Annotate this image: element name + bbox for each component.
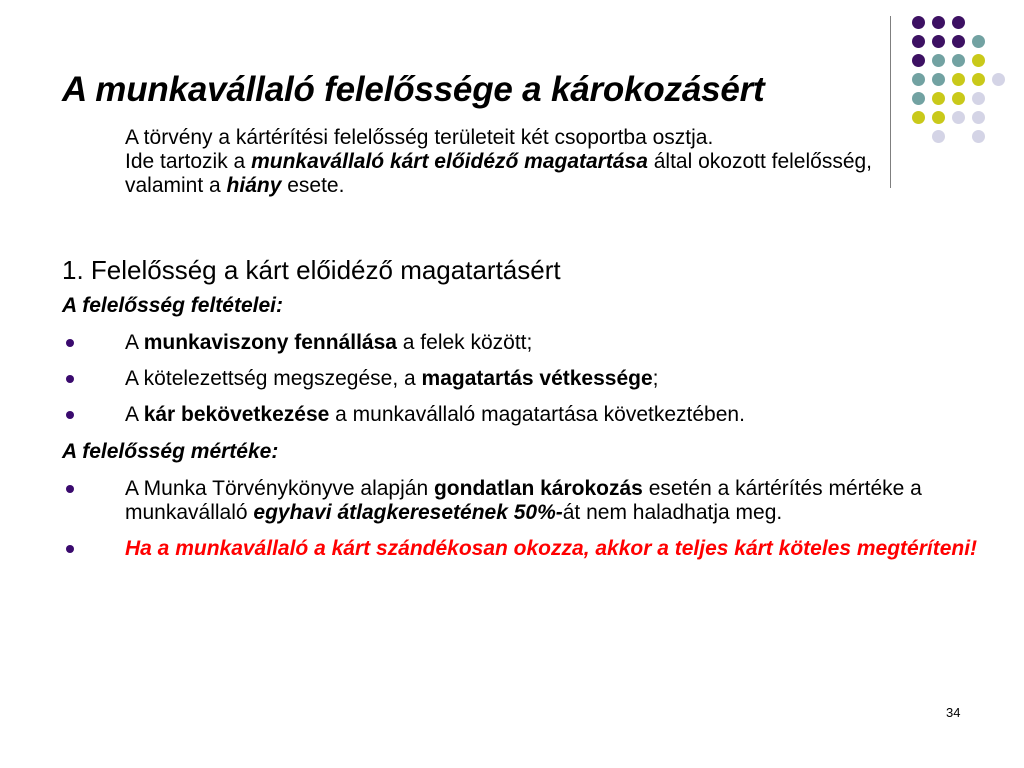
deco-dot	[912, 73, 925, 86]
bullet-dot	[66, 339, 74, 347]
deco-dot	[952, 111, 965, 124]
deco-dot	[932, 16, 945, 29]
intro-line-1: A törvény a kártérítési felelősség területeit két csoportba osztja.	[125, 126, 714, 149]
list-item-text: a munkavállaló magatartása következtében.	[329, 403, 745, 426]
section-heading: 1. Felelősség a kárt előidéző magatartásért	[62, 255, 561, 285]
list-item-text: A	[125, 331, 144, 354]
measure-label: A felelősség mértéke:	[62, 440, 279, 463]
deco-dot	[932, 35, 945, 48]
intro-text	[125, 126, 895, 198]
bullet-dot	[66, 411, 74, 419]
deco-dot	[972, 73, 985, 86]
list-item	[62, 367, 982, 391]
deco-dot	[912, 92, 925, 105]
list-item-text: A	[125, 403, 144, 426]
bullet-dot	[66, 375, 74, 383]
bullet-dot	[66, 485, 74, 493]
deco-dot	[932, 73, 945, 86]
deco-dot	[992, 73, 1005, 86]
slide-title: A munkavállaló felelőssége a károkozásért	[62, 70, 765, 109]
deco-dot	[932, 92, 945, 105]
list-item-text: Ha a munkavállaló a kárt szándékosan okozza, akkor a teljes kárt köteles megtéríteni!	[125, 537, 978, 560]
deco-dot	[912, 16, 925, 29]
list-item	[62, 331, 982, 355]
page-number: 34	[946, 705, 961, 720]
intro-text-part: Ide tartozik a	[125, 150, 252, 173]
deco-dot	[952, 73, 965, 86]
list-item-text: A kötelezettség megszegése, a	[125, 367, 422, 390]
list-item-text: át nem haladhatja meg.	[562, 501, 783, 524]
list-item-text: a felek között;	[396, 331, 533, 354]
deco-dot	[912, 54, 925, 67]
deco-dot	[972, 54, 985, 67]
list-item-emphasis: kár bekövetkezése	[143, 403, 330, 426]
list-item-emphasis: gondatlan károkozás	[433, 477, 643, 500]
deco-dot	[952, 92, 965, 105]
list-item-intentional	[62, 537, 982, 561]
list-item-text: ;	[652, 367, 659, 390]
intro-text-part: által okozott felelősség, valamint a	[125, 150, 873, 197]
intro-line-2	[125, 150, 895, 198]
deco-dot	[932, 111, 945, 124]
deco-dot	[952, 16, 965, 29]
deco-dot	[952, 54, 965, 67]
slide-content	[62, 253, 982, 573]
list-item-emphasis: magatartás vétkessége	[421, 367, 653, 390]
deco-dot	[912, 111, 925, 124]
list-item-emphasis: egyhavi átlagkeresetének 50%-	[253, 501, 563, 524]
conditions-label: A felelősség feltételei:	[62, 294, 283, 317]
deco-dot	[972, 130, 985, 143]
list-item	[62, 403, 982, 427]
deco-dot	[972, 92, 985, 105]
deco-dot	[972, 35, 985, 48]
intro-emphasis-conduct: munkavállaló kárt előidéző magatartása	[251, 150, 648, 173]
bullet-dot	[66, 545, 74, 553]
intro-emphasis-shortage: hiány	[226, 174, 282, 197]
list-item-text: A Munka Törvénykönyve alapján	[125, 477, 434, 500]
deco-dot	[912, 35, 925, 48]
intro-text-part: esete.	[281, 174, 345, 197]
list-item	[62, 477, 982, 525]
list-item-text: esetén a kártérítés mértéke a munkavállaló	[125, 477, 922, 524]
deco-dot	[932, 54, 945, 67]
deco-dot	[972, 111, 985, 124]
list-item-emphasis: munkaviszony fennállása	[143, 331, 397, 354]
deco-dot	[932, 130, 945, 143]
deco-dot	[952, 35, 965, 48]
